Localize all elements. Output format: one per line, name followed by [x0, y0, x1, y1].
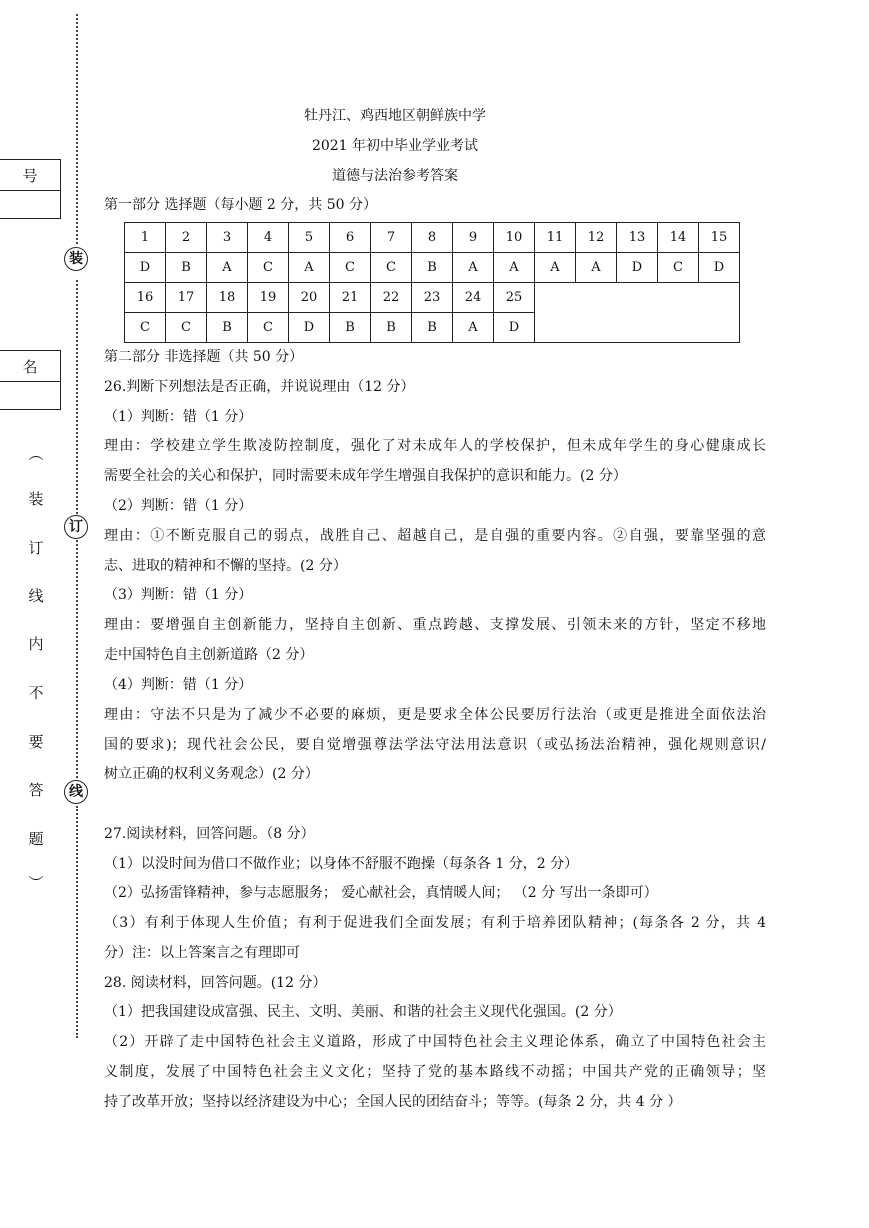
question-number-cell: 14 — [658, 223, 699, 253]
q27-2-answer: （2）弘扬雷锋精神，参与志愿服务； 爱心献社会，真情暖人间； （2 分 写出一条即可） — [104, 885, 658, 901]
question-number-cell: 15 — [699, 223, 740, 253]
exam-title: 2021 年初中毕业学业考试 — [311, 138, 479, 154]
subject-title: 道德与法治参考答案 — [332, 168, 458, 184]
vertical-note-char: ︶ — [28, 874, 44, 892]
question-number-cell: 5 — [289, 223, 330, 253]
q28-2-answer: （2）开辟了走中国特色社会主义道路，形成了中国特色社会主义理论体系，确立了中国特色社会主 — [104, 1034, 766, 1050]
vertical-note-char: 题 — [28, 830, 44, 848]
answer-cell: B — [166, 253, 207, 283]
answer-cell: D — [617, 253, 658, 283]
vertical-note-char: 订 — [28, 539, 44, 557]
answer-cell: A — [289, 253, 330, 283]
q26-2-reason: 志、进取的精神和不懈的坚持。(2 分） — [104, 558, 347, 574]
question-number-cell: 1 — [125, 223, 166, 253]
q26-1-judgement: （1）判断：错（1 分） — [104, 409, 253, 425]
q26-3-reason: 理由：要增强自主创新能力，坚持自主创新、重点跨越、支撑发展、引领未来的方针，坚定不移地 — [104, 617, 766, 633]
q26-4-judgement: （4）判断：错（1 分） — [104, 677, 253, 693]
answer-cell: D — [125, 253, 166, 283]
answer-cell: D — [289, 313, 330, 343]
answer-row-answers-1 — [125, 253, 740, 283]
q26-2-judgement: （2）判断：错（1 分） — [104, 498, 253, 514]
answer-cell: D — [494, 313, 535, 343]
question-number-cell: 13 — [617, 223, 658, 253]
vertical-note-char: 答 — [28, 781, 44, 799]
question-number-cell: 6 — [330, 223, 371, 253]
vertical-note-char: 装 — [28, 490, 44, 508]
question-number-cell: 11 — [535, 223, 576, 253]
q26-1-reason: 需要全社会的关心和保护，同时需要未成年学生增强自我保护的意识和能力。(2 分） — [104, 468, 627, 484]
answer-cell: A — [576, 253, 617, 283]
student-name-blank[interactable] — [0, 382, 60, 409]
question-number-cell: 17 — [166, 283, 207, 313]
q26-stem: 26.判断下列想法是否正确，并说说理由（12 分） — [104, 379, 415, 395]
question-number-cell: 25 — [494, 283, 535, 313]
question-number-cell: 7 — [371, 223, 412, 253]
q27-1-answer: （1）以没时间为借口不做作业；以身体不舒服不跑操（每条各 1 分，2 分） — [104, 856, 579, 872]
question-number-cell: 10 — [494, 223, 535, 253]
question-number-cell: 23 — [412, 283, 453, 313]
question-number-cell: 8 — [412, 223, 453, 253]
binding-dotted-line — [76, 14, 78, 244]
question-number-cell: 20 — [289, 283, 330, 313]
part2-heading: 第二部分 非选择题（共 50 分） — [104, 349, 304, 365]
answer-table-empty-cell — [535, 283, 740, 343]
q28-1-answer: （1）把我国建设成富强、民主、文明、美丽、和谐的社会主义现代化强国。(2 分） — [104, 1004, 622, 1020]
q27-3-answer: 分）注：以上答案言之有理即可 — [104, 945, 300, 961]
circle-char-ding: 订 — [64, 515, 88, 539]
circle-char-xian: 线 — [64, 780, 88, 804]
question-number-cell: 4 — [248, 223, 289, 253]
q26-2-reason: 理由：①不断克服自己的弱点，战胜自己、超越自己，是自强的重要内容。②自强，要靠坚强的意 — [104, 528, 766, 544]
question-number-cell: 24 — [453, 283, 494, 313]
answer-cell: C — [371, 253, 412, 283]
q26-1-reason: 理由：学校建立学生欺凌防控制度，强化了对未成年人的学校保护，但未成年学生的身心健康成长 — [104, 438, 766, 454]
answer-cell: B — [371, 313, 412, 343]
circle-char-zhuang: 装 — [64, 247, 88, 271]
question-number-cell: 21 — [330, 283, 371, 313]
vertical-note-char: 内 — [28, 635, 44, 653]
student-name-box — [0, 350, 61, 410]
student-number-blank[interactable] — [0, 191, 60, 218]
answer-cell: A — [453, 253, 494, 283]
answer-cell: A — [535, 253, 576, 283]
q26-4-reason: 树立正确的权利义务观念）(2 分） — [104, 766, 319, 782]
q28-2-answer: 持了改革开放；坚持以经济建设为中心；全国人民的团结奋斗；等等。(每条 2 分，共 4 分 ） — [104, 1094, 682, 1110]
answer-cell: D — [699, 253, 740, 283]
q28-2-answer: 义制度，发展了中国特色社会主义文化；坚持了党的基本路线不动摇；中国共产党的正确领导；坚 — [104, 1064, 766, 1080]
answer-cell: A — [453, 313, 494, 343]
q27-stem: 27.阅读材料，回答问题。（8 分） — [104, 826, 315, 842]
question-number-cell: 22 — [371, 283, 412, 313]
answer-cell: C — [248, 253, 289, 283]
answer-cell: C — [330, 253, 371, 283]
binding-dotted-line — [76, 540, 78, 778]
vertical-note-char: 要 — [28, 733, 44, 751]
answer-row-numbers-1 — [125, 223, 740, 253]
answer-table — [124, 222, 740, 343]
binding-dotted-line — [76, 806, 78, 1038]
answer-row-numbers-2 — [125, 283, 740, 313]
q26-3-judgement: （3）判断：错（1 分） — [104, 587, 253, 603]
school-title: 牡丹江、鸡西地区朝鲜族中学 — [304, 108, 486, 124]
part1-heading: 第一部分 选择题（每小题 2 分，共 50 分） — [104, 197, 377, 213]
student-number-label: 号 — [0, 160, 60, 191]
question-number-cell: 18 — [207, 283, 248, 313]
question-number-cell: 19 — [248, 283, 289, 313]
question-number-cell: 2 — [166, 223, 207, 253]
answer-cell: A — [207, 253, 248, 283]
binding-dotted-line — [76, 280, 78, 514]
answer-cell: B — [412, 313, 453, 343]
question-number-cell: 9 — [453, 223, 494, 253]
question-number-cell: 3 — [207, 223, 248, 253]
question-number-cell: 12 — [576, 223, 617, 253]
q26-3-reason: 走中国特色自主创新道路（2 分） — [104, 647, 314, 663]
vertical-note-char: 不 — [28, 684, 44, 702]
q26-4-reason: 理由：守法不只是为了减少不必要的麻烦，更是要求全体公民要厉行法治（或更是推进全面依法治 — [104, 707, 766, 723]
vertical-note-char: ︵ — [28, 445, 44, 463]
answer-cell: A — [494, 253, 535, 283]
answer-cell: B — [330, 313, 371, 343]
student-number-box — [0, 159, 61, 219]
vertical-note-char: 线 — [28, 587, 44, 605]
answer-cell: B — [412, 253, 453, 283]
q28-stem: 28. 阅读材料，回答问题。(12 分） — [104, 975, 327, 991]
question-number-cell: 16 — [125, 283, 166, 313]
q26-4-reason: 国的要求)；现代社会公民，要自觉增强尊法学法守法用法意识（或弘扬法治精神，强化规则意识/ — [104, 737, 766, 753]
q27-3-answer: （3）有利于体现人生价值；有利于促进我们全面发展；有利于培养团队精神；(每条各 2 分，共 4 — [104, 915, 766, 931]
student-name-label: 名 — [0, 351, 60, 382]
answer-cell: C — [166, 313, 207, 343]
answer-cell: C — [248, 313, 289, 343]
answer-cell: C — [658, 253, 699, 283]
answer-cell: C — [125, 313, 166, 343]
answer-cell: B — [207, 313, 248, 343]
